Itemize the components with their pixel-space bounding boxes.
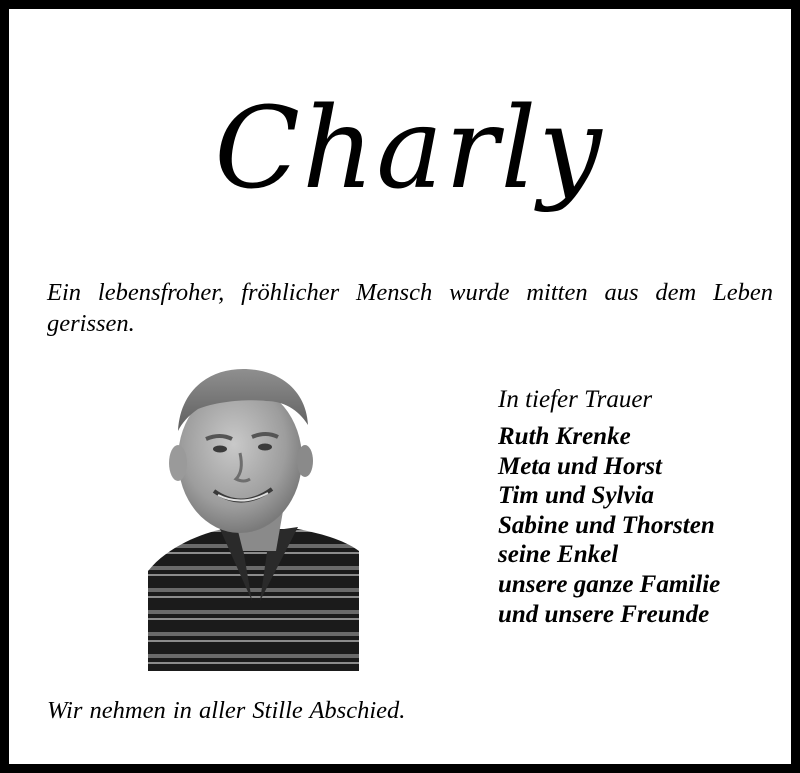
mourner-name: Meta und Horst [498, 452, 662, 480]
mourner-name: seine Enkel [498, 541, 619, 569]
mourners-lead: In tiefer Trauer [498, 386, 653, 413]
intro-text: Ein lebensfroher, fröhlicher Mensch wurde mitten aus dem Leben gerissen. [47, 279, 773, 337]
mourner-name: Tim und Sylvia [498, 482, 655, 510]
mourner-name: und unsere Freunde [498, 600, 710, 628]
mourner-name: Sabine und Thorsten [498, 511, 715, 539]
mourners-list [498, 422, 788, 629]
mourner-name: unsere ganze Familie [498, 570, 721, 598]
mourner-name: Ruth Krenke [498, 423, 631, 450]
mourners-block [498, 383, 788, 629]
deceased-name: Charly [214, 84, 604, 214]
closing-text: Wir nehmen in aller Stille Abschied. [47, 697, 406, 724]
portrait-photo [148, 361, 359, 671]
